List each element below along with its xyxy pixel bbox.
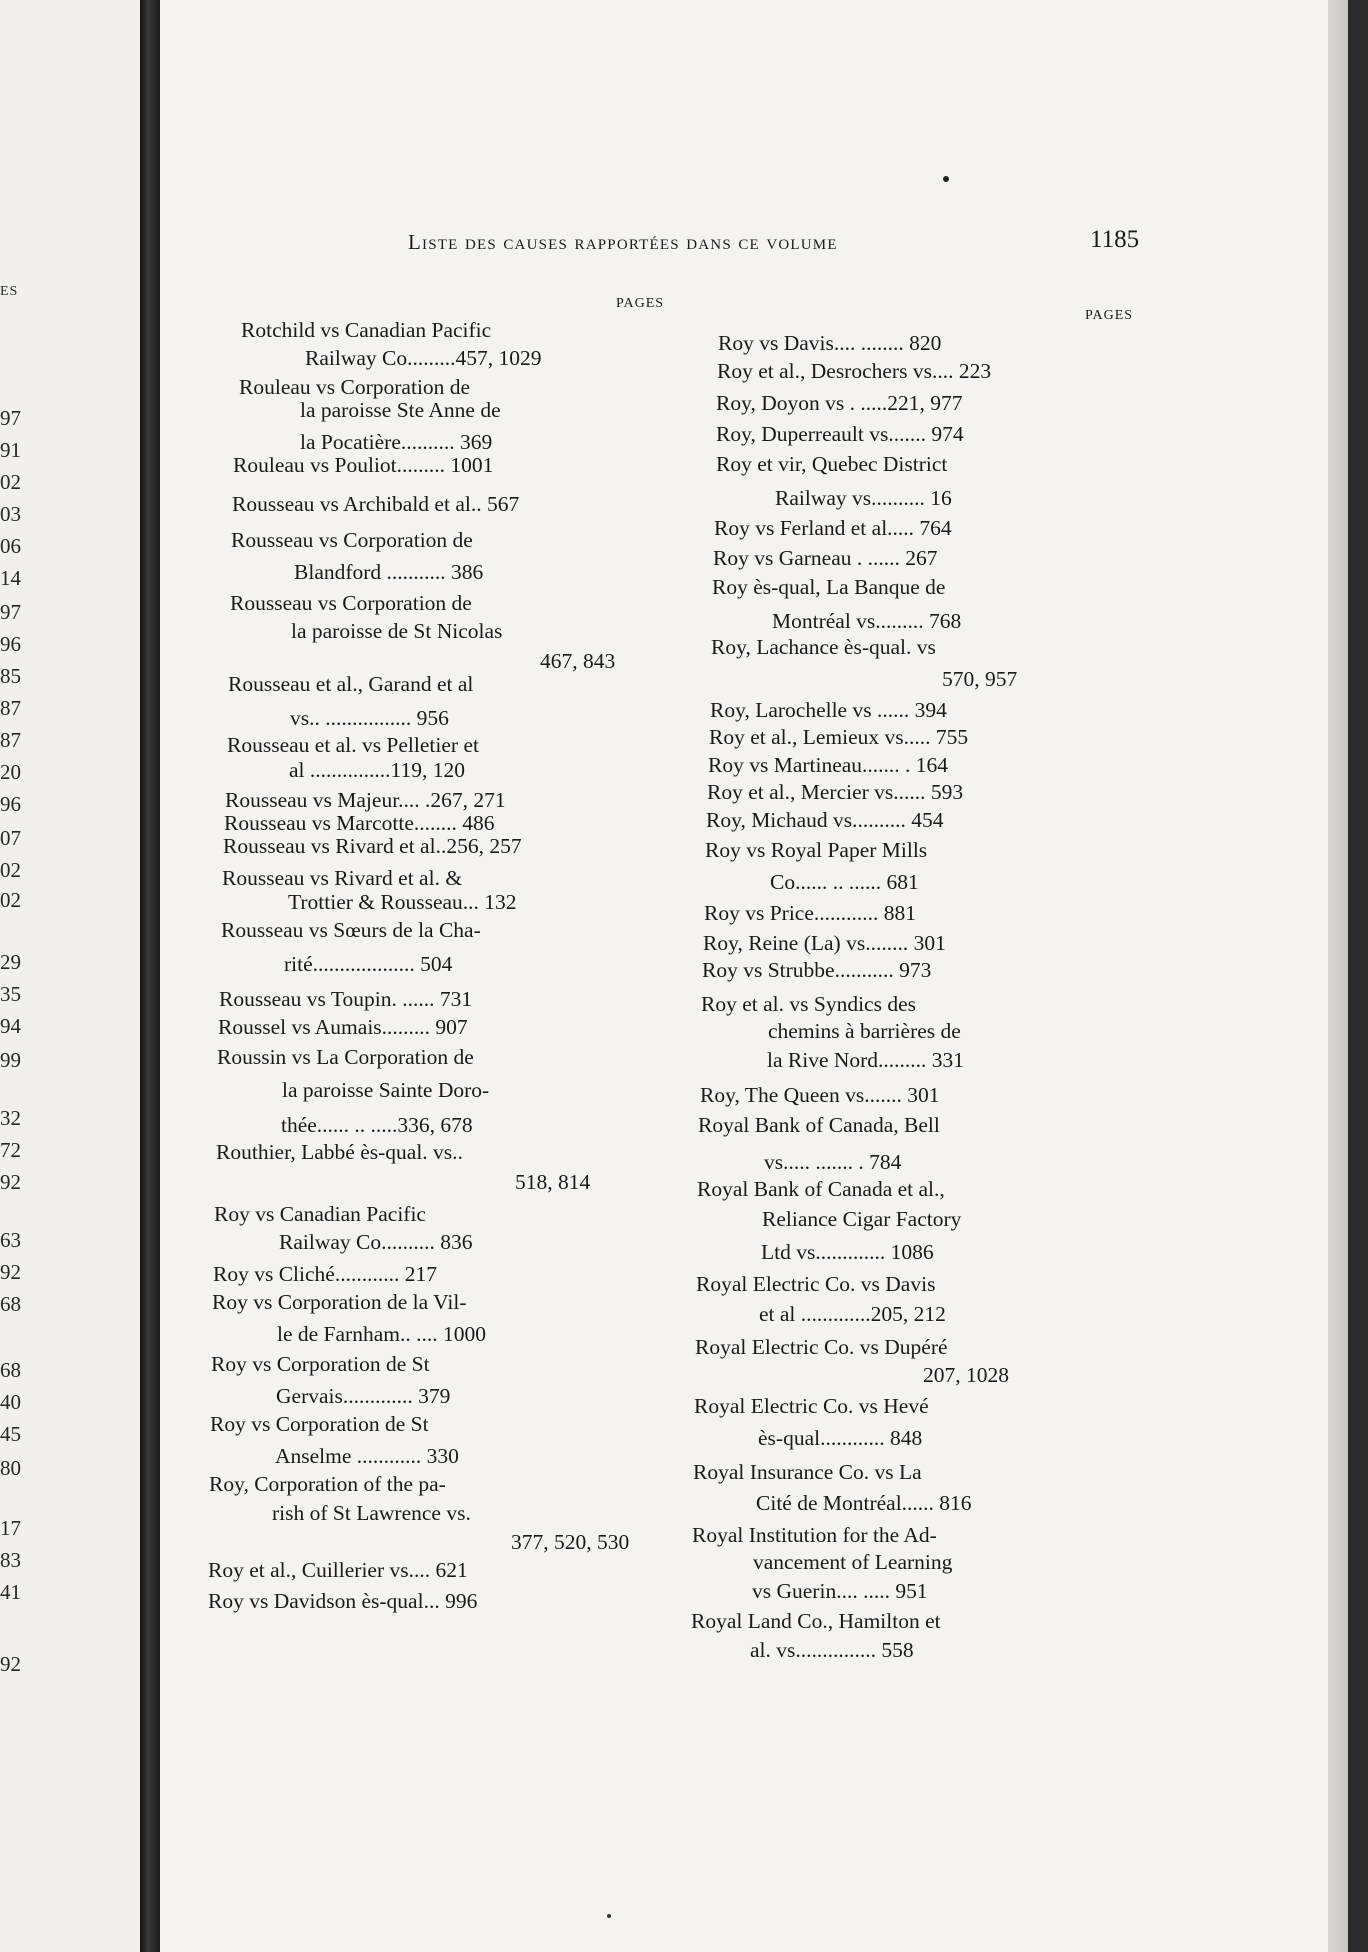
left-column-index-entry: Rousseau et al., Garand et al bbox=[228, 672, 474, 696]
left-column-index-entry: al ...............119, 120 bbox=[289, 758, 465, 782]
facing-page-text-fragment: 68 bbox=[0, 1292, 21, 1316]
left-column-index-entry: Railway Co.........457, 1029 bbox=[305, 346, 542, 370]
left-column-index-entry: Rousseau vs Toupin. ...... 731 bbox=[219, 987, 473, 1011]
right-column-index-entry: Royal Electric Co. vs Hevé bbox=[694, 1394, 929, 1418]
facing-page-text-fragment: 96 bbox=[0, 792, 21, 816]
page-edge bbox=[1328, 0, 1348, 1952]
left-column-index-entry: la paroisse Sainte Doro- bbox=[282, 1078, 490, 1102]
left-column-index-entry: Routhier, Labbé ès-qual. vs.. bbox=[216, 1140, 463, 1164]
right-column-index-entry: Roy vs Davis.... ........ 820 bbox=[718, 331, 942, 355]
left-column-index-entry: Roy, Corporation of the pa- bbox=[209, 1472, 446, 1496]
right-column-index-entry: 207, 1028 bbox=[923, 1363, 1009, 1387]
facing-page-text-fragment: 91 bbox=[0, 438, 21, 462]
left-column-index-entry: Roy vs Canadian Pacific bbox=[214, 1202, 426, 1226]
right-column-index-entry: Royal Institution for the Ad- bbox=[692, 1523, 937, 1547]
right-column-index-entry: Montréal vs......... 768 bbox=[772, 609, 962, 633]
facing-page-text-fragment: 94 bbox=[0, 1014, 21, 1038]
facing-page-text-fragment: 32 bbox=[0, 1106, 21, 1130]
facing-page-text-fragment: 72 bbox=[0, 1138, 21, 1162]
left-column-index-entry: la paroisse Ste Anne de bbox=[300, 398, 501, 422]
right-column-index-entry: Roy, Lachance ès-qual. vs bbox=[711, 635, 936, 659]
left-column-index-entry: la Pocatière.......... 369 bbox=[300, 430, 493, 454]
right-column-index-entry: vs..... ....... . 784 bbox=[764, 1150, 902, 1174]
ink-dot bbox=[943, 176, 949, 182]
right-column-index-entry: Roy et al., Lemieux vs..... 755 bbox=[709, 725, 969, 749]
facing-page-text-fragment: 63 bbox=[0, 1228, 21, 1252]
right-column-index-entry: Roy vs Strubbe........... 973 bbox=[702, 958, 932, 982]
left-column-index-entry: Roy et al., Cuillerier vs.... 621 bbox=[208, 1558, 468, 1582]
right-column-index-entry: Roy vs Ferland et al..... 764 bbox=[714, 516, 952, 540]
left-column-index-entry: Roussel vs Aumais......... 907 bbox=[218, 1015, 468, 1039]
facing-page-text-fragment: 85 bbox=[0, 664, 21, 688]
right-column-index-entry: Roy vs Price............ 881 bbox=[704, 901, 917, 925]
left-column-index-entry: Roy vs Corporation de St bbox=[211, 1352, 430, 1376]
facing-page-text-fragment: 83 bbox=[0, 1548, 21, 1572]
right-column-index-entry: Roy et al., Mercier vs...... 593 bbox=[707, 780, 964, 804]
running-title: Liste des causes rapportées dans ce volume bbox=[408, 230, 838, 254]
right-column-index-entry: Reliance Cigar Factory bbox=[762, 1207, 962, 1231]
left-column-index-entry: 518, 814 bbox=[515, 1170, 591, 1194]
facing-page-text-fragment: 80 bbox=[0, 1456, 21, 1480]
right-column-index-entry: Roy, Larochelle vs ...... 394 bbox=[710, 698, 947, 722]
right-column-index-entry: Roy, Michaud vs.......... 454 bbox=[706, 808, 944, 832]
right-column-index-entry: Royal Bank of Canada et al., bbox=[697, 1177, 945, 1201]
left-column-index-entry: Rotchild vs Canadian Pacific bbox=[241, 318, 492, 342]
facing-page-text-fragment: 14 bbox=[0, 566, 21, 590]
right-column-index-entry: Roy, Duperreault vs....... 974 bbox=[716, 422, 964, 446]
right-column-index-entry: vs Guerin.... ..... 951 bbox=[752, 1579, 928, 1603]
facing-page-text-fragment: 29 bbox=[0, 950, 21, 974]
facing-page-text-fragment: 02 bbox=[0, 888, 21, 912]
right-column-index-entry: Royal Bank of Canada, Bell bbox=[698, 1113, 940, 1137]
right-column-index-entry: Roy, The Queen vs....... 301 bbox=[700, 1083, 940, 1107]
left-column-index-entry: 377, 520, 530 bbox=[511, 1530, 630, 1554]
right-column-index-entry: Railway vs.......... 16 bbox=[775, 486, 952, 510]
left-column-index-entry: Roy vs Cliché............ 217 bbox=[213, 1262, 437, 1286]
left-column-index-entry: la paroisse de St Nicolas bbox=[291, 619, 503, 643]
column-heading-left: PAGES bbox=[616, 296, 665, 311]
facing-page-text-fragment: ES bbox=[0, 284, 19, 299]
facing-page-text-fragment: 97 bbox=[0, 600, 21, 624]
facing-page-text-fragment: 92 bbox=[0, 1652, 21, 1676]
left-column-index-entry: Rousseau vs Sœurs de la Cha- bbox=[221, 918, 481, 942]
left-column-index-entry: Rousseau vs Majeur.... .267, 271 bbox=[225, 788, 506, 812]
right-column-index-entry: Roy, Doyon vs . .....221, 977 bbox=[716, 391, 963, 415]
right-column-index-entry: Roy vs Garneau . ...... 267 bbox=[713, 546, 938, 570]
right-column-index-entry: chemins à barrières de bbox=[768, 1019, 961, 1043]
left-column-index-entry: rité................... 504 bbox=[284, 952, 453, 976]
left-column-index-entry: Rousseau vs Rivard et al..256, 257 bbox=[223, 834, 522, 858]
left-column-index-entry: Roy vs Davidson ès-qual... 996 bbox=[208, 1589, 478, 1613]
left-column-index-entry: Rousseau vs Archibald et al.. 567 bbox=[232, 492, 520, 516]
left-column-index-entry: Rousseau vs Rivard et al. & bbox=[222, 866, 463, 890]
facing-page-text-fragment: 68 bbox=[0, 1358, 21, 1382]
left-column-index-entry: Rousseau vs Marcotte........ 486 bbox=[224, 811, 495, 835]
left-column-index-entry: vs.. ................ 956 bbox=[290, 706, 449, 730]
left-column-index-entry: Roy vs Corporation de la Vil- bbox=[212, 1290, 467, 1314]
left-column-index-entry: Blandford ........... 386 bbox=[294, 560, 484, 584]
facing-page-text-fragment: 40 bbox=[0, 1390, 21, 1414]
facing-page-text-fragment: 02 bbox=[0, 470, 21, 494]
right-column-index-entry: vancement of Learning bbox=[753, 1550, 953, 1574]
left-column-index-entry: Roy vs Corporation de St bbox=[210, 1412, 429, 1436]
left-column-index-entry: Rousseau vs Corporation de bbox=[230, 591, 472, 615]
facing-page-text-fragment: 97 bbox=[0, 406, 21, 430]
right-column-index-entry: Royal Insurance Co. vs La bbox=[693, 1460, 922, 1484]
facing-page-fragment bbox=[0, 0, 140, 1952]
facing-page-text-fragment: 06 bbox=[0, 534, 21, 558]
facing-page-text-fragment: 35 bbox=[0, 982, 21, 1006]
left-column-index-entry: Gervais............. 379 bbox=[276, 1384, 451, 1408]
left-column-index-entry: Trottier & Rousseau... 132 bbox=[288, 890, 517, 914]
facing-page-text-fragment: 45 bbox=[0, 1422, 21, 1446]
facing-page-text-fragment: 96 bbox=[0, 632, 21, 656]
right-column-index-entry: Royal Land Co., Hamilton et bbox=[691, 1609, 941, 1633]
right-column-index-entry: Ltd vs............. 1086 bbox=[761, 1240, 934, 1264]
facing-page-text-fragment: 99 bbox=[0, 1048, 21, 1072]
left-column-index-entry: Rousseau et al. vs Pelletier et bbox=[227, 733, 479, 757]
left-column-index-entry: thée...... .. .....336, 678 bbox=[281, 1113, 473, 1137]
facing-page-text-fragment: 87 bbox=[0, 696, 21, 720]
right-column-index-entry: et al .............205, 212 bbox=[759, 1302, 946, 1326]
facing-page-text-fragment: 02 bbox=[0, 858, 21, 882]
left-column-index-entry: Railway Co.......... 836 bbox=[279, 1230, 473, 1254]
left-column-index-entry: Rousseau vs Corporation de bbox=[231, 528, 473, 552]
right-column-index-entry: ès-qual............ 848 bbox=[758, 1426, 923, 1450]
facing-page-text-fragment: 17 bbox=[0, 1516, 21, 1540]
right-column-index-entry: Roy vs Royal Paper Mills bbox=[705, 838, 928, 862]
ink-mark bbox=[607, 1914, 611, 1918]
left-column-index-entry: rish of St Lawrence vs. bbox=[272, 1501, 471, 1525]
right-column-index-entry: Royal Electric Co. vs Dupéré bbox=[695, 1335, 948, 1359]
facing-page-text-fragment: 03 bbox=[0, 502, 21, 526]
left-column-index-entry: Roussin vs La Corporation de bbox=[217, 1045, 474, 1069]
facing-page-text-fragment: 20 bbox=[0, 760, 21, 784]
right-column-index-entry: 570, 957 bbox=[942, 667, 1018, 691]
facing-page-text-fragment: 87 bbox=[0, 728, 21, 752]
right-column-index-entry: Roy, Reine (La) vs........ 301 bbox=[703, 931, 946, 955]
right-column-index-entry: Roy ès-qual, La Banque de bbox=[712, 575, 946, 599]
left-column-index-entry: le de Farnham.. .... 1000 bbox=[277, 1322, 486, 1346]
book-gutter bbox=[140, 0, 160, 1952]
facing-page-text-fragment: 92 bbox=[0, 1260, 21, 1284]
index-page bbox=[160, 0, 1348, 1952]
left-column-index-entry: Anselme ............ 330 bbox=[275, 1444, 459, 1468]
right-column-index-entry: la Rive Nord......... 331 bbox=[767, 1048, 965, 1072]
right-column-index-entry: Co...... .. ...... 681 bbox=[770, 870, 919, 894]
right-column-index-entry: Roy et al. vs Syndics des bbox=[701, 992, 916, 1016]
left-column-index-entry: 467, 843 bbox=[540, 649, 616, 673]
facing-page-text-fragment: 07 bbox=[0, 826, 21, 850]
page-number: 1185 bbox=[1090, 226, 1140, 253]
facing-page-text-fragment: 41 bbox=[0, 1580, 21, 1604]
right-column-index-entry: Roy vs Martineau....... . 164 bbox=[708, 753, 949, 777]
facing-page-text-fragment: 92 bbox=[0, 1170, 21, 1194]
left-column-index-entry: Rouleau vs Pouliot......... 1001 bbox=[233, 453, 494, 477]
column-heading-right: PAGES bbox=[1085, 308, 1134, 323]
right-column-index-entry: Roy et al., Desrochers vs.... 223 bbox=[717, 359, 992, 383]
right-column-index-entry: Cité de Montréal...... 816 bbox=[756, 1491, 972, 1515]
right-column-index-entry: Royal Electric Co. vs Davis bbox=[696, 1272, 936, 1296]
right-column-index-entry: Roy et vir, Quebec District bbox=[716, 452, 948, 476]
right-column-index-entry: al. vs............... 558 bbox=[750, 1638, 914, 1662]
left-column-index-entry: Rouleau vs Corporation de bbox=[239, 375, 471, 399]
